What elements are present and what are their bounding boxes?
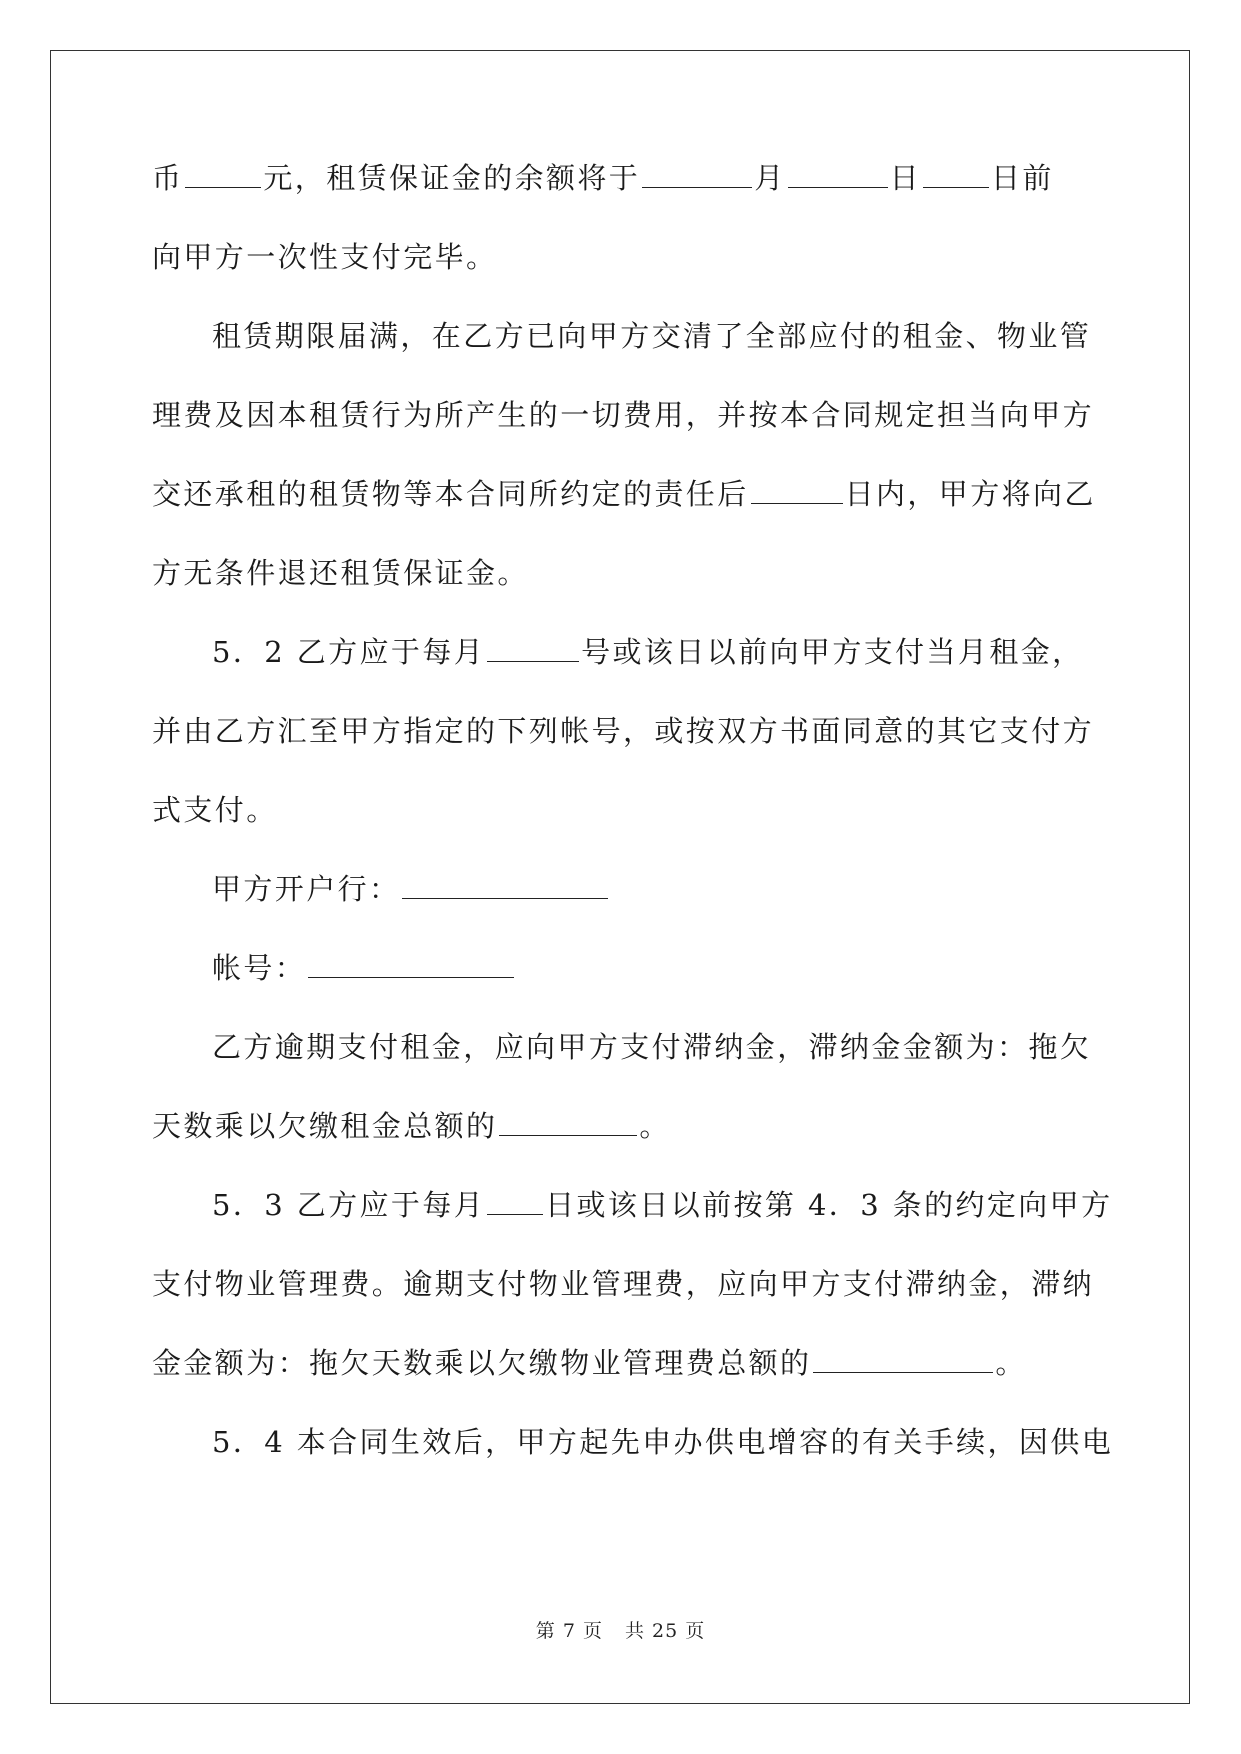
bank-field[interactable] <box>402 874 608 899</box>
page-number: 第 7 页 <box>535 1620 603 1642</box>
paragraph-line: 理费及因本租赁行为所产生的一切费用，并按本合同规定担当向甲方 <box>152 398 1095 432</box>
fill-blank[interactable] <box>487 637 579 662</box>
paragraph-line: 支付物业管理费。逾期支付物业管理费，应向甲方支付滞纳金，滞纳 <box>152 1267 1095 1301</box>
paragraph-line: 并由乙方汇至甲方指定的下列帐号，或按双方书面同意的其它支付方 <box>152 714 1095 748</box>
paragraph-line: 式支付。 <box>152 793 278 827</box>
account-field[interactable] <box>308 953 514 978</box>
fill-blank[interactable] <box>185 163 261 188</box>
fill-blank[interactable] <box>923 163 989 188</box>
bank-label: 甲方开户行： <box>212 872 401 906</box>
total-pages: 共 25 页 <box>624 1620 706 1642</box>
paragraph-line: 5．4 本合同生效后，甲方起先申办供电增容的有关手续，因供电 <box>212 1425 1114 1459</box>
paragraph-line: 方无条件退还租赁保证金。 <box>152 556 529 590</box>
fill-blank[interactable] <box>751 479 843 504</box>
document-body <box>152 160 1114 1503</box>
fill-blank[interactable] <box>487 1190 543 1215</box>
page-footer <box>0 1616 1241 1643</box>
account-label: 帐号： <box>212 951 307 985</box>
paragraph-line: 5．2 乙方应于每月 号或该日以前向甲方支付当月租金， <box>212 635 1084 669</box>
fill-blank[interactable] <box>788 163 888 188</box>
paragraph-line <box>152 950 1092 1029</box>
fill-blank[interactable] <box>642 163 752 188</box>
paragraph-line: 天数乘以欠缴租金总额的 。 <box>152 1109 671 1143</box>
paragraph-line: 5．3 乙方应于每月 日或该日以前按第 4．3 条的约定向甲方 <box>212 1188 1113 1222</box>
paragraph-line: 向甲方一次性支付完毕。 <box>152 240 498 274</box>
fill-blank[interactable] <box>813 1348 993 1373</box>
paragraph-line: 交还承租的租赁物等本合同所约定的责任后 日内，甲方将向乙 <box>152 477 1096 511</box>
paragraph-line <box>152 871 1092 950</box>
paragraph-line: 金金额为：拖欠天数乘以欠缴物业管理费总额的 。 <box>152 1346 1027 1380</box>
paragraph-line: 租赁期限届满，在乙方已向甲方交清了全部应付的租金、物业管 <box>212 319 1092 353</box>
paragraph-line: 乙方逾期支付租金，应向甲方支付滞纳金，滞纳金金额为：拖欠 <box>212 1030 1092 1064</box>
fill-blank[interactable] <box>499 1111 637 1136</box>
paragraph-line: 币 元，租赁保证金的余额将于 月 日 日前 <box>152 161 1054 195</box>
